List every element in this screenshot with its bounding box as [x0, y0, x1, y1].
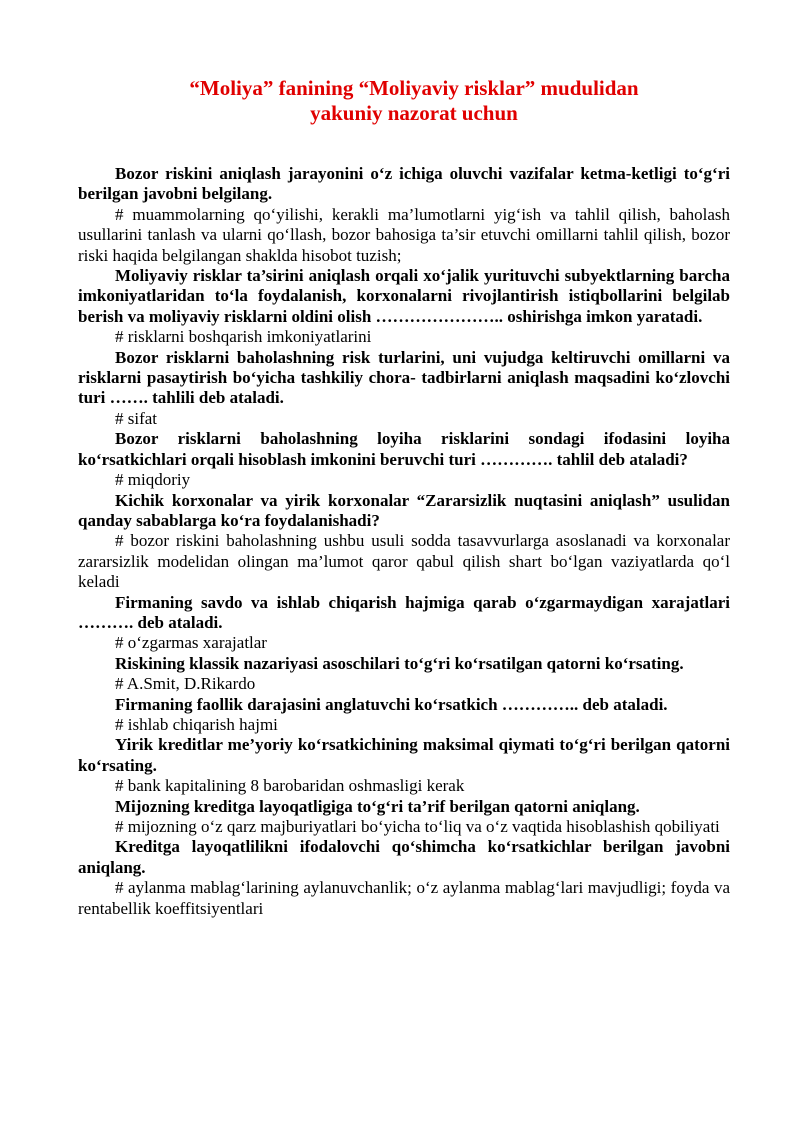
question-text: Mijozning kreditga layoqatligiga to‘g‘ri ta’rif berilgan qatorni aniqlang. — [115, 796, 640, 816]
question-text: Bozor risklarni baholashning risk turlarini, uni vujudga keltiruvchi omillarni va risklarni pasaytirish bo‘yicha tashkiliy chora- tadbirlarni aniqlash maqsadini ko‘zlovchi turi ……. tahlili deb ataladi. — [78, 347, 730, 408]
question-text: Riskining klassik nazariyasi asoschilari to‘g‘ri ko‘rsatilgan qatorni ko‘rsating. — [115, 653, 684, 673]
title-line-2: yakuniy nazorat uchun — [310, 101, 518, 125]
answer-text: # bozor riskini baholashning ushbu usuli sodda tasavvurlarga asoslanadi va korxonalar zararsizlik modelidan olingan ma’lumot qaror qabul qilish shart bo‘lgan vaziyatlarda qo‘l keladi — [78, 531, 730, 592]
title-line-1: “Moliya” fanining “Moliyaviy risklar” mudulidan — [189, 76, 639, 100]
answer-text: # miqdoriy — [115, 470, 191, 490]
question-text: Moliyaviy risklar ta’sirini aniqlash orqali xo‘jalik yurituvchi subyektlarning barcha imkoniyatlaridan to‘la foydalanish, korxonalarni rivojlantirish istiqbollarini belgilab berish va moliyaviy risklarni oldini olish ………………….. oshirishga imkon yaratadi. — [78, 266, 730, 326]
question-text: Kreditga layoqatlilikni ifodalovchi qo‘shimcha ko‘rsatkichlar berilgan javobni aniqlang. — [78, 837, 730, 877]
answer-text: # sifat — [115, 408, 158, 428]
question-list — [78, 164, 730, 919]
page-title — [78, 76, 730, 126]
question-text: Kichik korxonalar va yirik korxonalar “Zararsizlik nuqtasini aniqlash” usulidan qanday sabablarga ko‘ra foydalanishadi? — [78, 490, 730, 530]
answer-text: # muammolarning qo‘yilishi, kerakli ma’lumotlarni yig‘ish va tahlil qilish, baholash usullarini tanlash va ularni qo‘llash, bozor bahosiga ta’sir etuvchi omillarni tahlil qilish, bozor riski haqida belgilangan shaklda hisobot tuzish; — [78, 204, 730, 265]
question-text: Bozor risklarni baholashning loyiha risklarini sondagi ifodasini loyiha ko‘rsatkichlari orqali hisoblash imkonini beruvchi turi …………. tahlil deb ataladi? — [78, 429, 730, 469]
question-text: Firmaning faollik darajasini anglatuvchi ko‘rsatkich ………….. deb ataladi. — [115, 694, 668, 714]
answer-text: # mijozning o‘z qarz majburiyatlari bo‘yicha to‘liq va o‘z vaqtida hisoblashish qobiliyati — [115, 817, 720, 836]
answer-text: # ishlab chiqarish hajmi — [115, 714, 278, 734]
question-text: Yirik kreditlar me’yoriy ko‘rsatkichining maksimal qiymati to‘g‘ri berilgan qatorni ko‘rsating. — [78, 735, 730, 775]
question-text: Firmaning savdo va ishlab chiqarish hajmiga qarab o‘zgarmaydigan xarajatlari ………. deb ataladi. — [78, 592, 730, 632]
question-text: Bozor riskini aniqlash jarayonini o‘z ichiga oluvchi vazifalar ketma-ketligi to‘g‘ri berilgan javobni belgilang. — [78, 164, 730, 204]
answer-text: # A.Smit, D.Rikardo — [115, 674, 256, 694]
answer-text: # o‘zgarmas xarajatlar — [115, 633, 267, 653]
answer-text: # aylanma mablag‘larining aylanuvchanlik; o‘z aylanma mablag‘lari mavjudligi; foyda va rentabellik koeffitsiyentlari — [78, 878, 730, 918]
answer-text: # bank kapitalining 8 barobaridan oshmasligi kerak — [115, 776, 465, 796]
answer-text: # risklarni boshqarish imkoniyatlarini — [115, 327, 372, 347]
